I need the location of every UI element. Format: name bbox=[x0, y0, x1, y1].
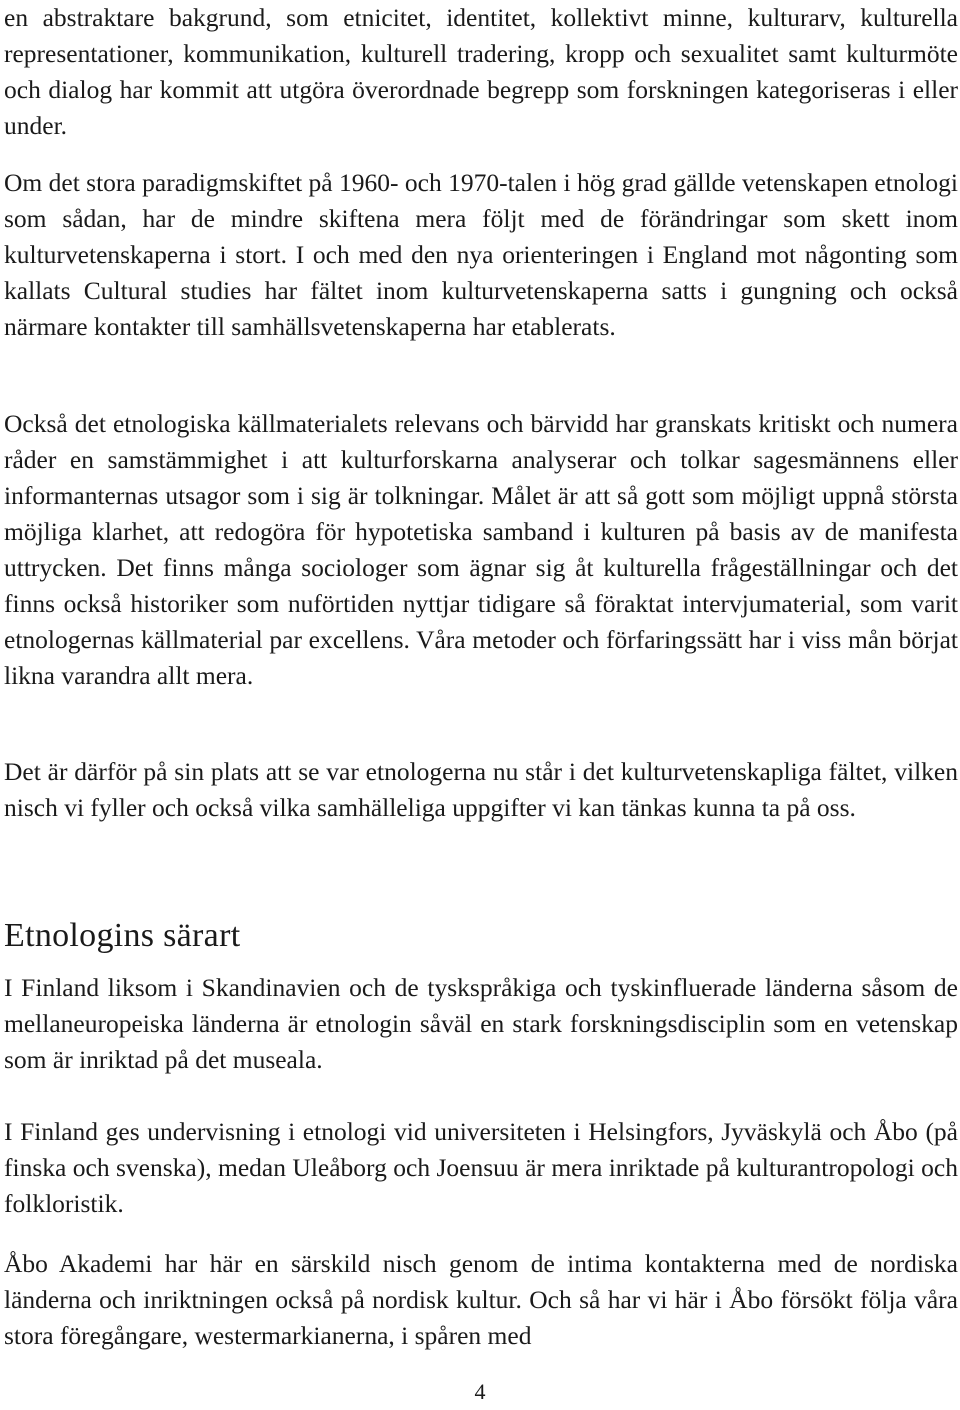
section-heading: Etnologins särart bbox=[4, 917, 241, 954]
body-paragraph-4: Det är därför på sin plats att se var etnologerna nu står i det kulturvetenskapliga fältet, vilken nisch vi fyller och också vilka samhälleliga uppgifter vi kan tänkas kunna ta på oss. bbox=[4, 757, 958, 822]
page-number: 4 bbox=[474, 1379, 486, 1404]
section-paragraph-1: I Finland liksom i Skandinavien och de tyskspråkiga och tyskinfluerade länderna såsom de mellaneuropeiska länderna är etnologin såväl en stark forskningsdisciplin som en vetenskap som är inriktad på det museala. bbox=[4, 973, 958, 1074]
body-paragraph-2: Om det stora paradigmskiftet på 1960- och 1970-talen i hög grad gällde vetenskapen etnologi som sådan, har de mindre skiftena mera följt med de förändringar som skett inom kulturvetenskaperna i stort. I och med den nya orienteringen i England mot någonting som kallats Cultural studies har fältet inom kulturvetenskaperna satts i gungning och också närmare kontakter till samhällsvetenskaperna har etablerats. bbox=[4, 168, 958, 341]
section-paragraph-3: Åbo Akademi har här en särskild nisch genom de intima kontakterna med de nordiska länderna och inriktningen också på nordisk kultur. Och så har vi här i Åbo försökt följa våra stora föregångare, westermarkianerna, i spåren med bbox=[4, 1249, 958, 1350]
body-paragraph-1: en abstraktare bakgrund, som etnicitet, identitet, kollektivt minne, kulturarv, kulturella representationer, kommunikation, kulturell tradering, kropp och sexualitet samt kulturmöte och dialog har kommit att utgöra överordnade begrepp som forskningen kategoriseras i eller under. bbox=[4, 3, 958, 140]
section-paragraph-2: I Finland ges undervisning i etnologi vid universiteten i Helsingfors, Jyväskylä och Åbo (på finska och svenska), medan Uleåborg och Joensuu är mera inriktade på kulturantropologi och folkloristik. bbox=[4, 1117, 958, 1218]
document-page bbox=[4, 0, 958, 1410]
body-paragraph-3: Också det etnologiska källmaterialets relevans och bärvidd har granskats kritiskt och numera råder en samstämmighet i att kulturforskarna analyserar och tolkar sagesmännens eller informanternas utsagor som i sig är tolkningar. Målet är att så gott som möjligt uppnå största möjliga klarhet, att redogöra för hypotetiska samband i kulturen på basis av de manifesta uttrycken. Det finns många sociologer som ägnar sig åt kulturella frågeställningar och det finns också historiker som nuförtiden nyttjar tidigare så föraktat intervjumaterial, som varit etnologernas källmaterial par excellens. Våra metoder och förfaringssätt har i viss mån börjat likna varandra allt mera. bbox=[4, 409, 958, 690]
